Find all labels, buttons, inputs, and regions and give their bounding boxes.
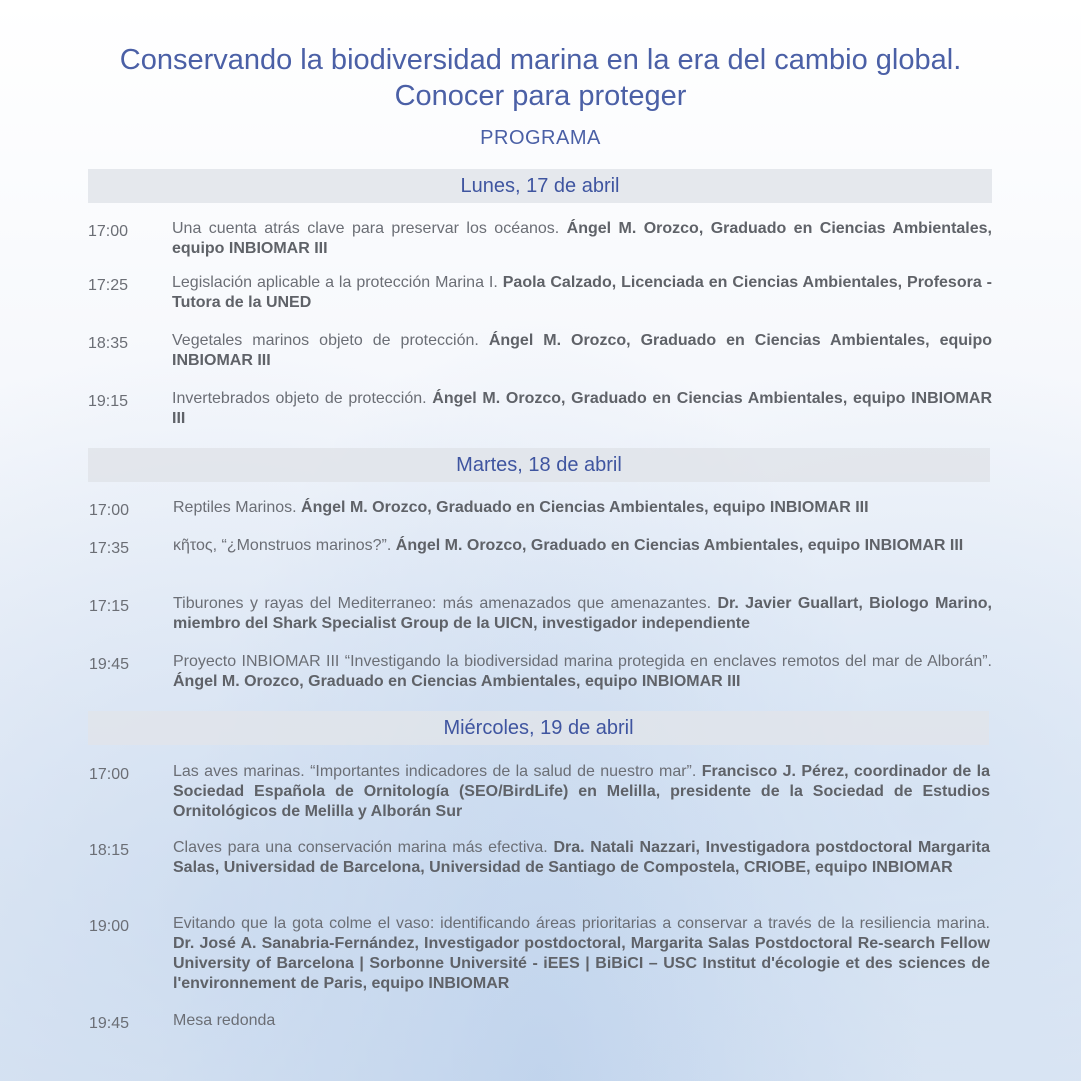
session-time: 18:35 (88, 335, 129, 352)
session-speaker: Ángel M. Orozco, Graduado en Ciencias Ambientales, equipo INBIOMAR III (395, 537, 964, 554)
session-description (173, 498, 992, 518)
day-header-wednesday: Miércoles, 19 de abril (88, 711, 989, 745)
session-topic: Evitando que la gota colme el vaso: identificando áreas prioritarias a conservar a través de la resiliencia marina. (173, 915, 990, 932)
session-topic: κῆτος, “¿Monstruos marinos?”. (173, 537, 396, 554)
session-topic: Mesa redonda (173, 1012, 276, 1029)
session-topic: Una cuenta atrás clave para preservar los océanos. (172, 220, 567, 237)
session-topic: Reptiles Marinos. (173, 499, 302, 516)
session-time: 17:00 (89, 766, 130, 783)
session-description (173, 1011, 990, 1031)
session-description (172, 331, 992, 371)
session-speaker: Ángel M. Orozco, Graduado en Ciencias Ambientales, equipo INBIOMAR III (172, 332, 993, 369)
session-speaker: Dra. Natali Nazzari, Investigadora postdoctoral Margarita Salas, Universidad de Barcelona, Universidad de Santiago de Compostela, CRIOBE, equipo INBIOMAR (173, 839, 991, 876)
day-header-tuesday: Martes, 18 de abril (88, 448, 990, 482)
session-time: 17:35 (89, 540, 130, 557)
session-description (173, 914, 990, 994)
session-time: 18:15 (89, 842, 130, 859)
program-label: PROGRAMA (480, 127, 601, 149)
session-topic: Proyecto INBIOMAR III “Investigando la biodiversidad marina protegida en enclaves remotos del mar de Alborán”. (173, 653, 992, 670)
session-speaker: Paola Calzado, Licenciada en Ciencias Ambientales, Profesora - Tutora de la UNED (172, 274, 992, 311)
session-time: 19:45 (89, 656, 130, 673)
session-time: 19:00 (89, 918, 130, 935)
page-subtitle: Conocer para proteger (394, 80, 687, 112)
day-header-monday: Lunes, 17 de abril (88, 169, 992, 203)
session-topic: Invertebrados objeto de protección. (172, 390, 433, 407)
session-topic: Vegetales marinos objeto de protección. (172, 332, 489, 349)
session-speaker: Ángel M. Orozco, Graduado en Ciencias Ambientales, equipo INBIOMAR III (172, 220, 992, 257)
session-description (173, 536, 992, 556)
session-description (172, 273, 992, 313)
session-description (172, 219, 992, 259)
page-title: Conservando la biodiversidad marina en la era del cambio global. (119, 44, 962, 76)
session-description (172, 389, 992, 429)
session-time: 17:00 (89, 502, 130, 519)
session-time: 17:25 (88, 277, 129, 294)
session-speaker: Ángel M. Orozco, Graduado en Ciencias Ambientales, equipo INBIOMAR III (172, 390, 992, 427)
session-time: 19:15 (88, 393, 129, 410)
session-topic: Tiburones y rayas del Mediterraneo: más amenazados que amenazantes. (173, 595, 718, 612)
session-time: 19:45 (89, 1015, 130, 1032)
session-speaker: Dr. José A. Sanabria-Fernández, Investigador postdoctoral, Margarita Salas Postdoctoral Re-search Fellow University of Barcelona | Sorbonne Université - iEES | BiBiCI – USC Institut d'écologie et des sciences de l'environnement de Paris, equipo INBIOMAR (173, 935, 990, 992)
session-description (173, 838, 990, 878)
session-speaker: Francisco J. Pérez, coordinador de la Sociedad Española de Ornitología (SEO/BirdLife) en Melilla, presidente de la Sociedad de Estudios Ornitológicos de Melilla y Alborán Sur (173, 763, 990, 820)
session-time: 17:00 (88, 223, 129, 240)
session-time: 17:15 (89, 598, 130, 615)
session-description (173, 652, 992, 692)
session-topic: Las aves marinas. “Importantes indicadores de la salud de nuestro mar”. (173, 763, 702, 780)
session-speaker: Ángel M. Orozco, Graduado en Ciencias Ambientales, equipo INBIOMAR III (173, 673, 741, 690)
session-description (173, 594, 992, 634)
session-topic: Claves para una conservación marina más efectiva. (173, 839, 554, 856)
session-speaker: Dr. Javier Guallart, Biologo Marino, miembro del Shark Specialist Group de la UICN, investigador independiente (173, 595, 992, 632)
session-description (173, 762, 990, 822)
session-speaker: Ángel M. Orozco, Graduado en Ciencias Ambientales, equipo INBIOMAR III (301, 499, 869, 516)
session-topic: Legislación aplicable a la protección Marina I. (172, 274, 503, 291)
